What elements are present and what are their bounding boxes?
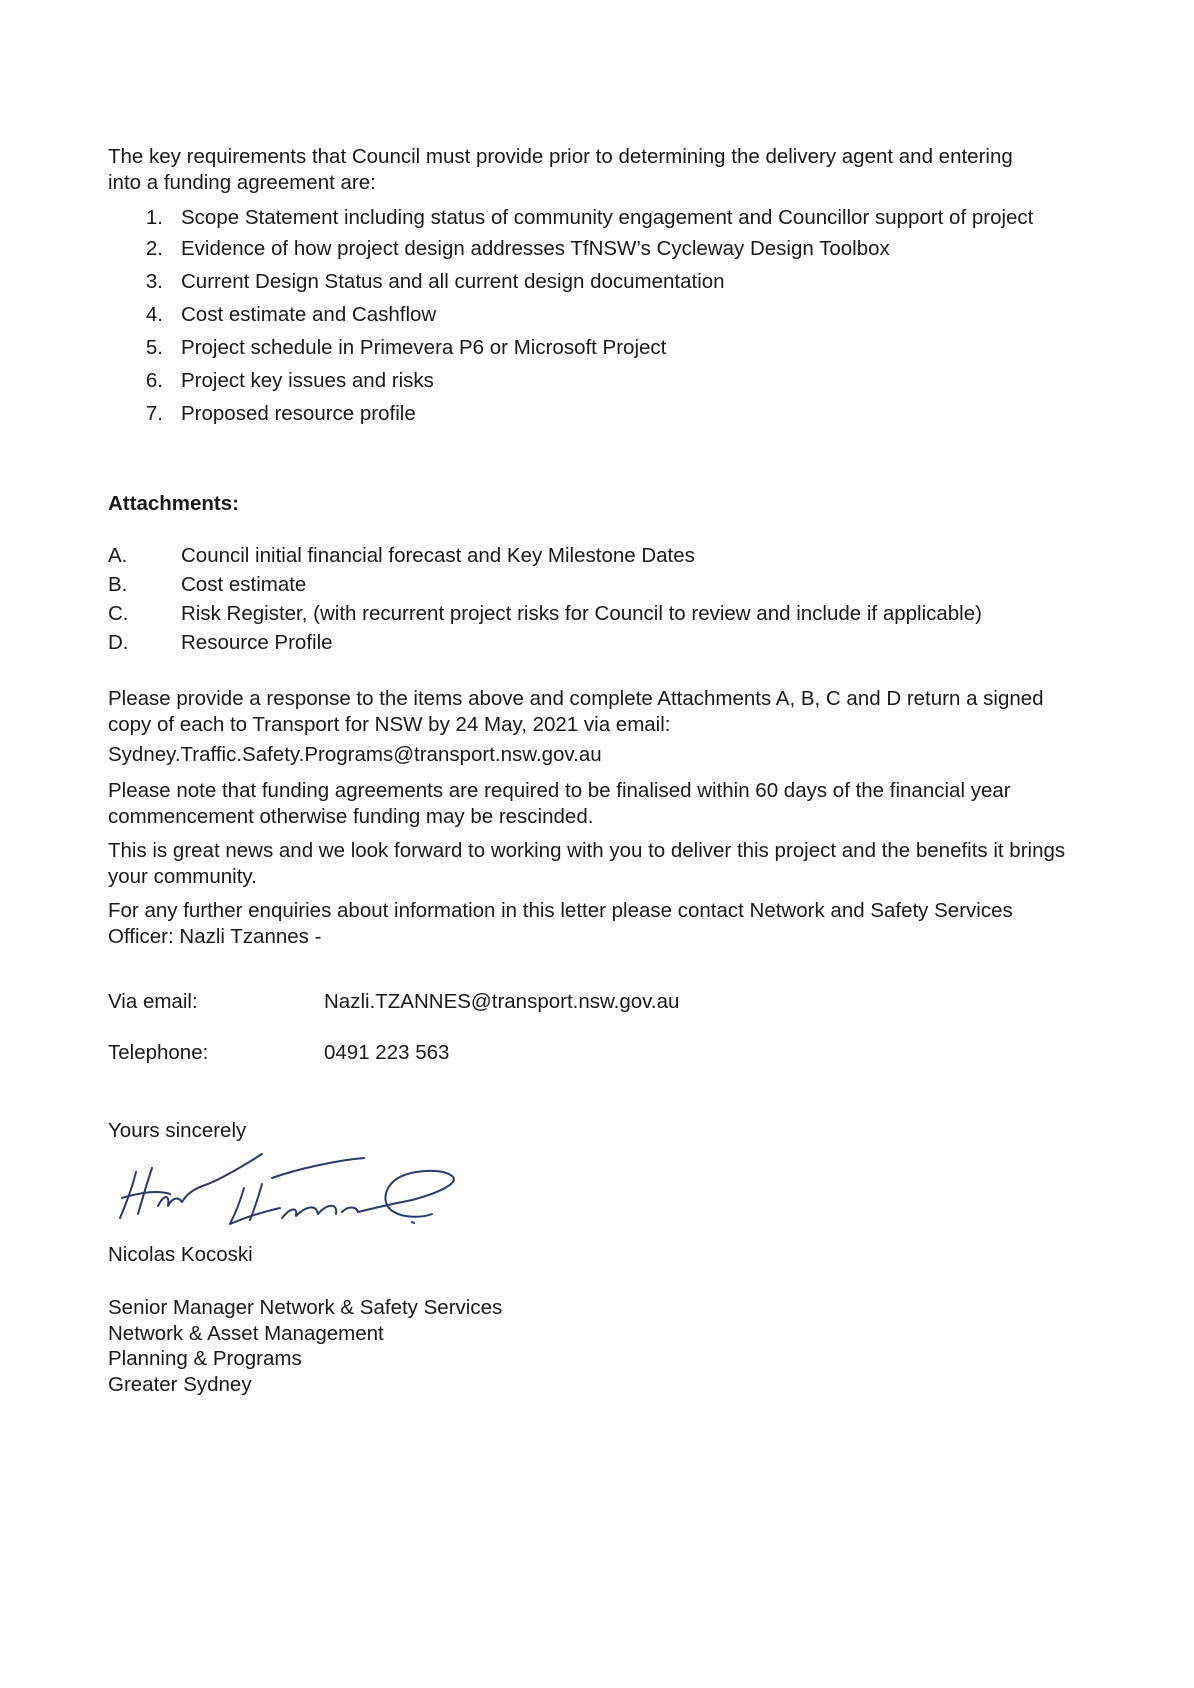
list-item-number: 6.	[145, 369, 163, 392]
list-item-number: 7.	[145, 402, 163, 425]
enquiries-paragraph: For any further enquiries about information in this letter please contact Network and Safety Services Officer: Nazli Tzannes -	[108, 899, 1013, 948]
great-news-paragraph: This is great news and we look forward to working with you to deliver this project and the benefits it brings your community.	[108, 839, 1066, 888]
attachments-heading: Attachments:	[108, 492, 239, 515]
attachment-letter: D.	[108, 631, 129, 654]
signer-titles	[108, 1295, 502, 1397]
attachment-text: Council initial financial forecast and Key Milestone Dates	[181, 544, 695, 567]
signer-title-line: Senior Manager Network & Safety Services	[108, 1296, 503, 1319]
list-item-number: 3.	[145, 270, 163, 293]
response-paragraph: Please provide a response to the items above and complete Attachments A, B, C and D return a signed copy of each to Transport for NSW by 24 May, 2021 via email:	[108, 687, 1044, 736]
contact-email: Nazli.TZANNES@transport.nsw.gov.au	[324, 990, 680, 1013]
attachment-text: Risk Register, (with recurrent project risks for Council to review and include if applicable)	[181, 602, 982, 625]
list-item-number: 4.	[145, 303, 163, 326]
attachments-list	[108, 543, 1128, 659]
signature-image	[112, 1148, 472, 1228]
list-item-text: Scope Statement including status of community engagement and Councillor support of project	[181, 206, 1034, 229]
attachment-text: Resource Profile	[181, 631, 333, 654]
attachment-letter: A.	[108, 544, 128, 567]
list-item-text: Current Design Status and all current design documentation	[181, 270, 725, 293]
attachment-letter: B.	[108, 573, 128, 596]
signer-title-line: Planning & Programs	[108, 1347, 302, 1370]
email-label: Via email:	[108, 990, 198, 1013]
requirements-list	[108, 205, 1068, 434]
list-item-number: 5.	[145, 336, 163, 359]
list-item-text: Proposed resource profile	[181, 402, 416, 425]
attachment-item	[108, 630, 1128, 659]
response-email: Sydney.Traffic.Safety.Programs@transport.nsw.gov.au	[108, 743, 602, 766]
attachment-item	[108, 572, 1128, 601]
list-item-text: Evidence of how project design addresses TfNSW’s Cycleway Design Toolbox	[181, 237, 890, 260]
list-item-text: Project key issues and risks	[181, 369, 434, 392]
list-item	[108, 205, 1068, 231]
contact-phone: 0491 223 563	[324, 1041, 450, 1064]
list-item	[108, 302, 1068, 328]
funding-note: Please note that funding agreements are required to be finalised within 60 days of the financial year commencement otherwise funding may be rescinded.	[108, 779, 1011, 828]
intro-paragraph: The key requirements that Council must provide prior to determining the delivery agent and entering into a funding agreement are:	[108, 145, 1013, 194]
attachment-item	[108, 601, 1128, 630]
phone-label: Telephone:	[108, 1041, 209, 1064]
signer-name: Nicolas Kocoski	[108, 1243, 253, 1266]
signer-title-line: Network & Asset Management	[108, 1321, 384, 1345]
list-item-text: Cost estimate and Cashflow	[181, 303, 437, 326]
list-item	[108, 236, 1068, 262]
list-item	[108, 401, 1068, 427]
attachment-item	[108, 543, 1128, 572]
list-item	[108, 269, 1068, 295]
list-item	[108, 335, 1068, 361]
list-item-number: 1.	[145, 206, 163, 229]
attachment-text: Cost estimate	[181, 573, 307, 596]
attachment-letter: C.	[108, 602, 129, 625]
closing: Yours sincerely	[108, 1119, 247, 1142]
list-item-text: Project schedule in Primevera P6 or Microsoft Project	[181, 336, 667, 359]
list-item-number: 2.	[145, 237, 163, 260]
list-item	[108, 368, 1068, 394]
signer-title-line: Greater Sydney	[108, 1372, 252, 1396]
